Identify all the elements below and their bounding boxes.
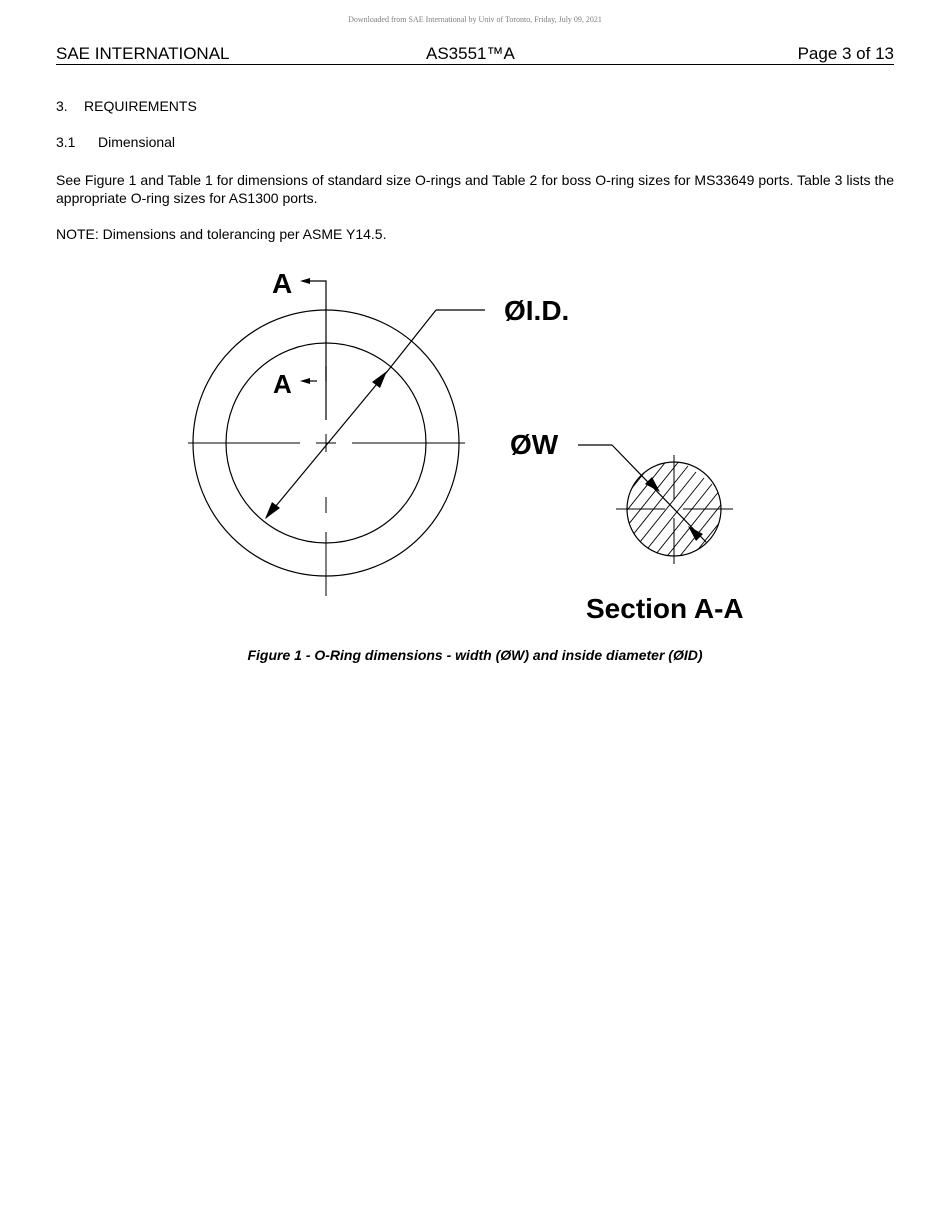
width-label: ØW — [510, 429, 559, 460]
section-marker-top: A — [272, 268, 293, 299]
download-watermark: Downloaded from SAE International by Univ of Toronto, Friday, July 09, 2021 — [348, 15, 602, 24]
inside-diameter-label: ØI.D. — [504, 295, 570, 326]
o-ring-centerlines — [188, 434, 465, 596]
inside-diameter-dimension — [265, 310, 485, 519]
subsection-number: 3.1 — [56, 134, 76, 150]
section-marker-bottom: A — [273, 369, 292, 399]
section-view-label: Section A-A — [586, 593, 744, 624]
header-page-indicator: Page 3 of 13 — [797, 44, 894, 63]
width-dimension — [578, 445, 706, 542]
note-paragraph: NOTE: Dimensions and tolerancing per ASME Y14.5. — [56, 226, 387, 242]
dimensional-paragraph: See Figure 1 and Table 1 for dimensions of standard size O-rings and Table 2 for boss O-ring sizes for MS33649 ports. Table 3 lists the appropriate O-ring sizes for AS1300 ports. — [56, 172, 894, 206]
section-title: REQUIREMENTS — [84, 98, 197, 114]
section-arrow-heads — [300, 278, 310, 384]
section-cut-line — [306, 281, 326, 420]
figure-caption: Figure 1 - O-Ring dimensions - width (ØW) and inside diameter (ØID) — [247, 647, 703, 663]
subsection-title: Dimensional — [98, 134, 176, 150]
header-organization: SAE INTERNATIONAL — [56, 44, 230, 63]
section-number: 3. — [56, 98, 68, 114]
header-document-number: AS3551™A — [426, 44, 515, 63]
